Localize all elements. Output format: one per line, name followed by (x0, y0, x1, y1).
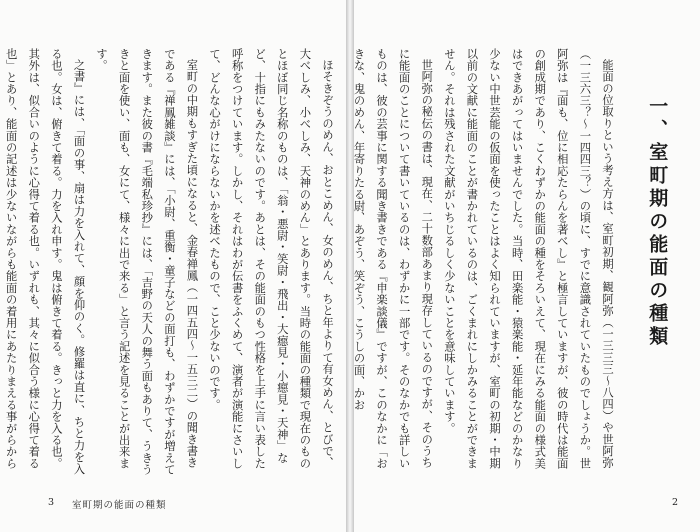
paragraph: 世阿弥の秘伝の書は、現在、二十数部あまり現存しているのですが、そのうちに能面のことについて書いているのは、わずかに一部です。そのなかでも詳しいものは、彼の芸事に関する聞き書きである『申楽談儀』ですが、このなかに「おきな、鬼のめん、年寄りたる尉、あぞう、笑ぞう、こうしの面、かお (352, 48, 434, 470)
paragraph: ほそきぞうのめん、おとこめん、女のめん、ちと年よりて有女めん、とびで、大べしみ、小べしみ、天神のめん」とあります。当時の能面の種類で現在のものとほぼ同じ名称のものは、「翁・悪尉・笑尉・飛出・大癋見・小癋見・天神」など、十指にもみたないのです。あとは、その能面のもつ性格を上手に言い表した呼称をつけています。しかし、それはわが伝書をふくめて、演者が演能にさいして、どんな心がけにならないかを述べたもので、こと少ないのです。 (208, 48, 334, 470)
page-number: 3 (48, 497, 55, 508)
right-page-body (352, 48, 618, 478)
running-head: 室町期の能面の種類 (72, 500, 167, 511)
paragraph: 能面の位取りという考え方は、室町初期、観阿弥（一三三三～八四）や世阿弥（一三六三？～一四四三？）の頃に、すでに意識されていたものでしょうか。世阿弥は『面も、位に相応たらんを著べし』と極言していますが、彼の時代は能面の創成期であり、こくわずかの能面の種をそろいえて、現在にみる能面の様式美はできあがってはいませんでした。当時、田楽能・猿楽能・延年能などのかなり少ない中世芸能の仮面を使ったことはよく知られていますが、室町の初期・中期以前の文献に能面のことが書かれているのは、ごくまれにしかみることができません。それは残された文献がいちじるしく少ないことを意味しています。 (442, 48, 614, 470)
chapter-heading: 一、室町期の能面の種類 (646, 96, 669, 349)
left-page-body (4, 48, 338, 478)
paragraph: 之書』には、「面の事、扇は力を入れて、顔を仰のく。修羅は直に、ちと力を入る也。女は、俯きて着る。力を入れ申す。鬼は俯きて着る。きっと力を入る也。其外は、似合いのように心得て着る也。いずれも、其々に似合う様に心得て着る也」とあり、能面の記述は少ないながらも能面の着用にあたりまえる事がらから (4, 48, 86, 475)
right-page (354, 0, 700, 532)
page-number: 2 (671, 497, 678, 508)
paragraph: 室町の中期もすぎた頃になると、金春禅鳳（一四五四～一五三二）の聞き書きである『禅鳳雑談』には、「小尉、重衡・童子などの面打も、わずかですが増えてきます。また彼の書『毛端私珍抄』には、「吉野の天人の舞う面もありて、うきうきと面を使い、面も、女にて、様々に出で来る」と言う記述を見ることが出来ます。 (95, 48, 199, 476)
left-page (0, 0, 346, 532)
